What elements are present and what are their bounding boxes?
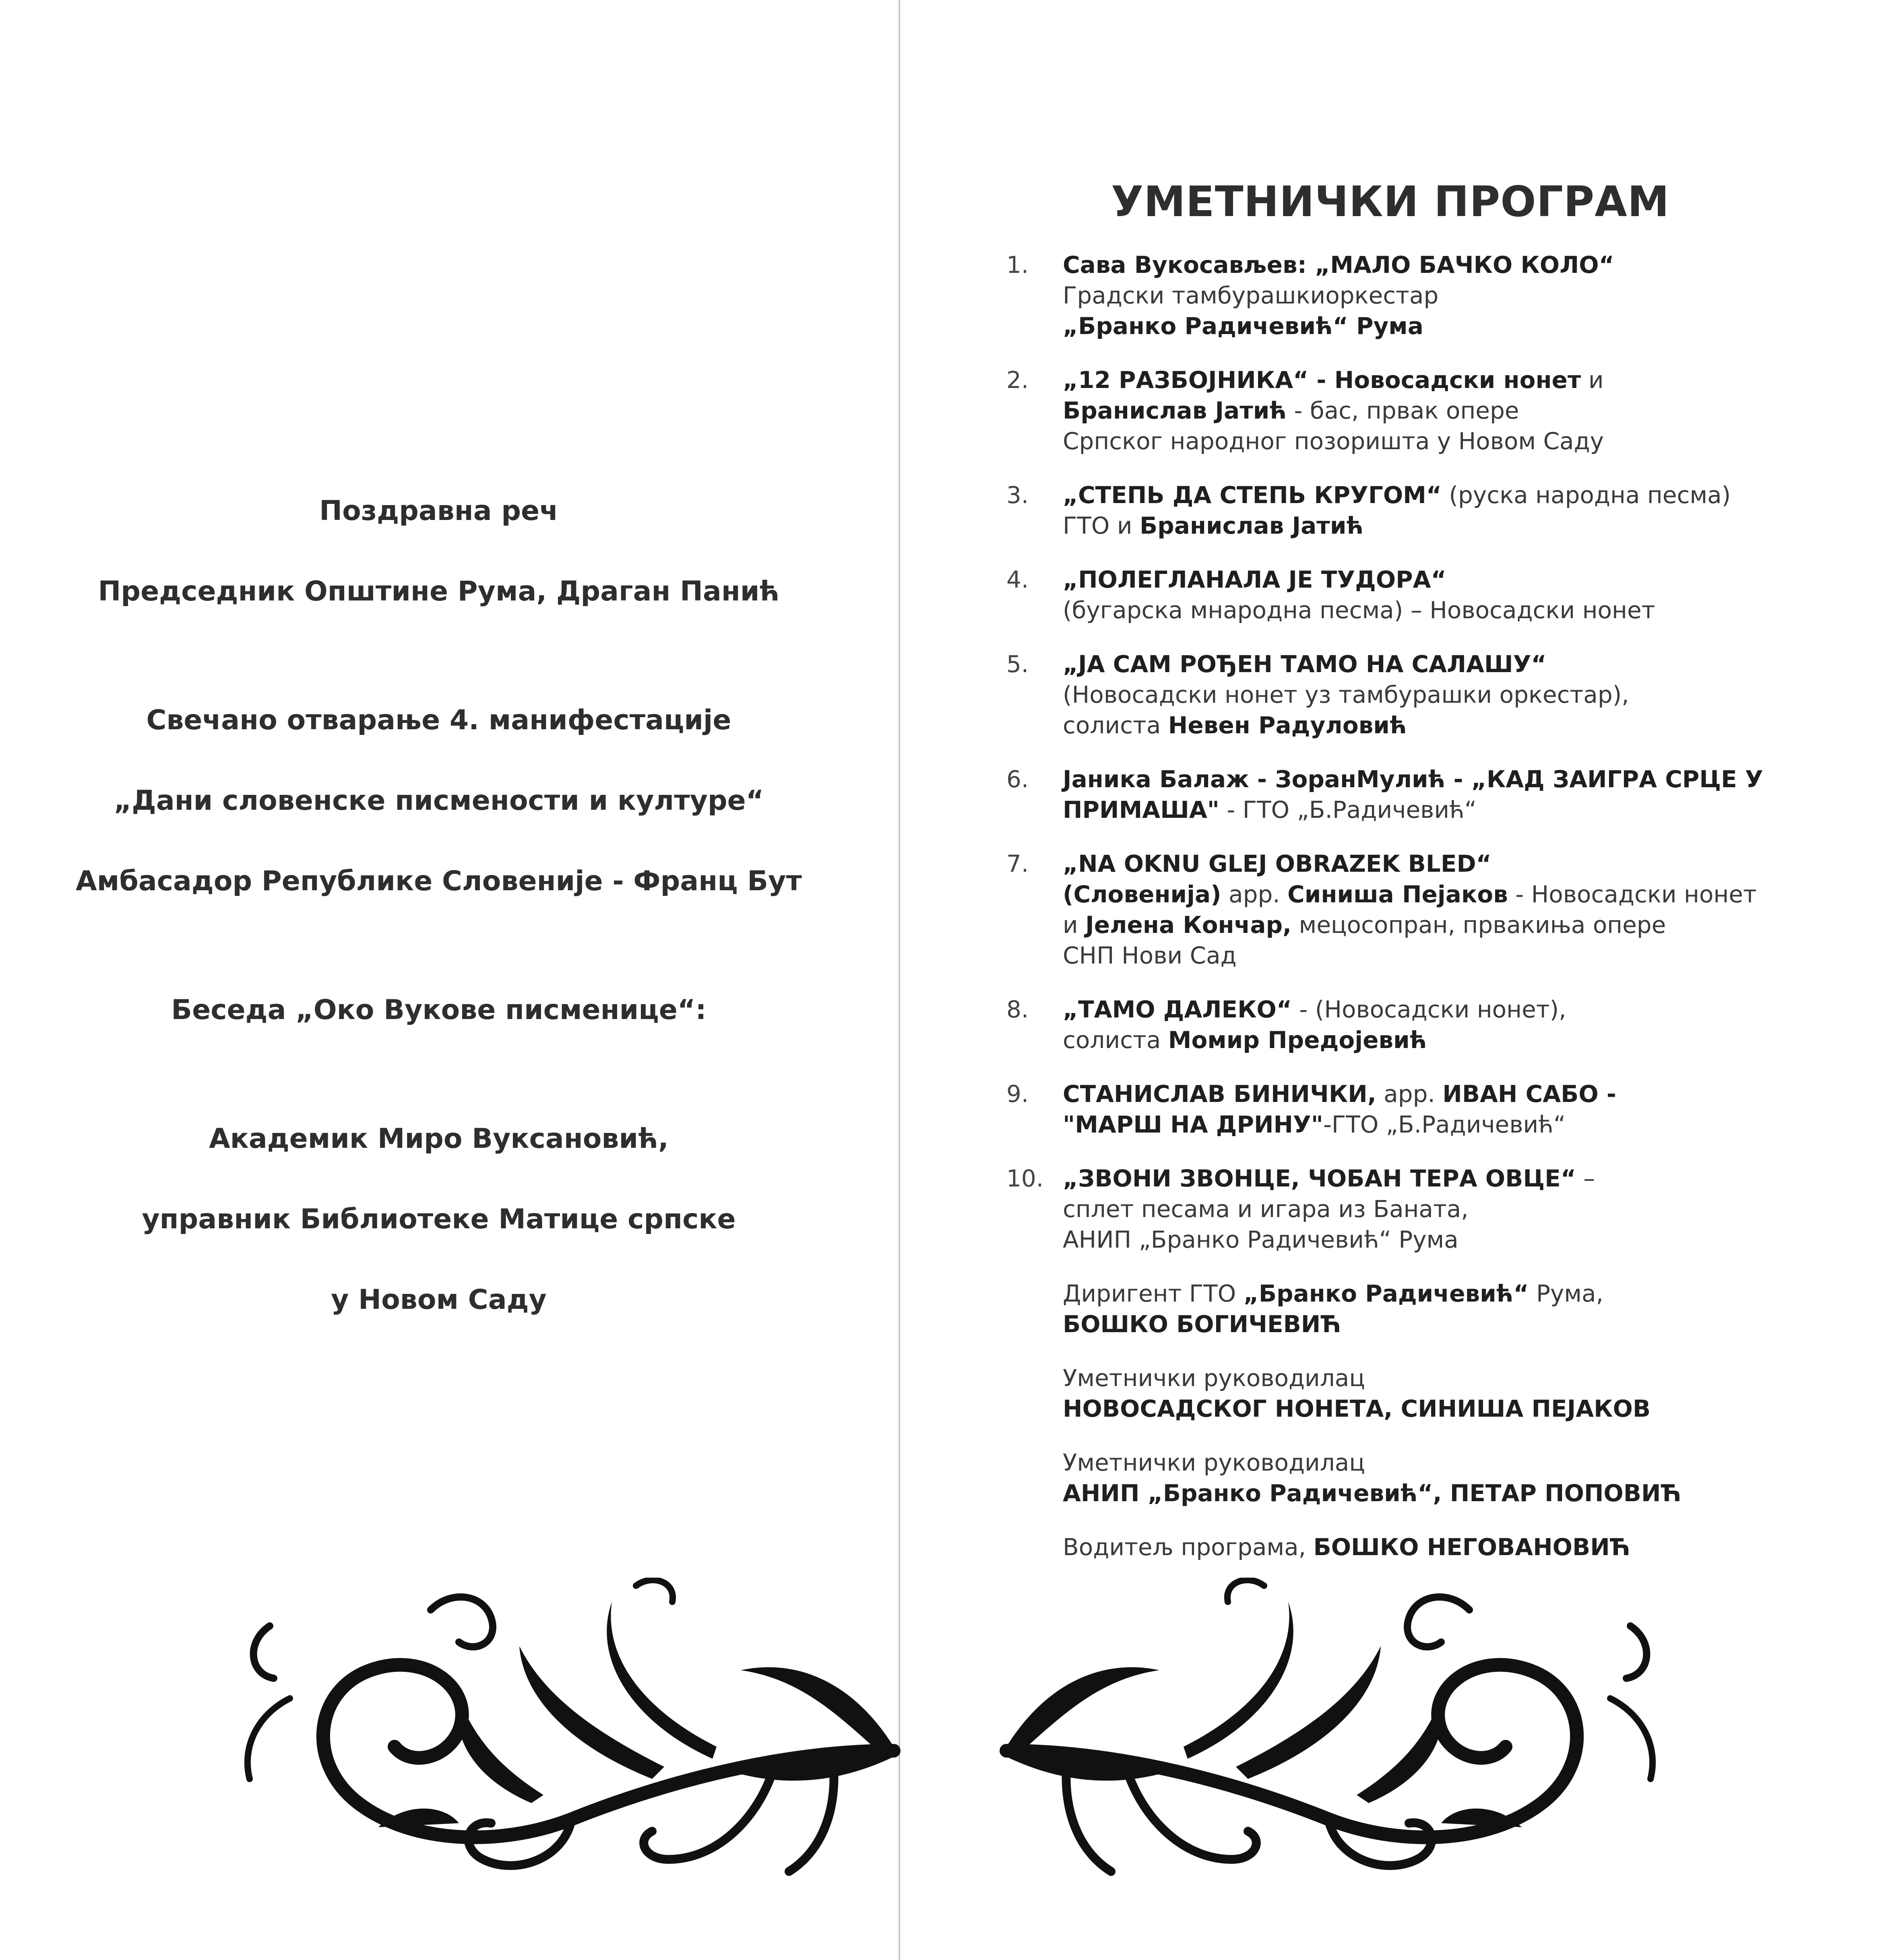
item-title: Јаника Балаж - ЗоранМулић - „КАД ЗАИГРА СРЦЕ У	[1063, 765, 1763, 793]
ornament-right	[1002, 1580, 1653, 1871]
credit-role: Диригент ГТО	[1063, 1280, 1244, 1307]
program-item	[1006, 365, 1771, 456]
item-performer: Момир Предојевић	[1168, 1026, 1427, 1054]
item-detail: сплет песама и игара из Баната,	[1063, 1195, 1469, 1223]
credit-name: БОШКО БОГИЧЕВИЋ	[1063, 1310, 1341, 1338]
item-detail: Градски тамбурашкиоркестар	[1063, 282, 1439, 309]
item-detail: -ГТО „Б.Радичевић“	[1323, 1111, 1566, 1138]
credit-role: Водитељ програма,	[1063, 1533, 1314, 1561]
item-number: 1.	[1006, 251, 1029, 279]
opening-line: Свечано отварање 4. манифестације	[146, 704, 731, 736]
item-detail: - ГТО „Б.Радичевић“	[1219, 796, 1477, 823]
item-title: „ЈА САМ РОЂЕН ТАМО НА САЛАШУ“	[1063, 650, 1547, 678]
item-detail: арр.	[1221, 881, 1288, 908]
credit-role: Уметнички руководилац	[1063, 1364, 1365, 1392]
item-number: 4.	[1006, 566, 1029, 593]
item-detail: и	[1063, 911, 1086, 939]
credit-name: АНИП „Бранко Радичевић“, ПЕТАР ПОПОВИЋ	[1063, 1479, 1682, 1507]
left-page-text	[56, 491, 821, 1320]
item-performer: Бранислав Јатић	[1140, 512, 1364, 539]
item-detail: и	[1581, 366, 1604, 394]
item-detail: (Новосадски нонет уз тамбурашки оркестар),	[1063, 681, 1629, 708]
director-line: управник Библиотеке Матице српске	[142, 1203, 736, 1235]
item-number: 2.	[1006, 366, 1029, 394]
item-detail: АНИП „Бранко Радичевић“ Рума	[1063, 1226, 1458, 1253]
item-detail: солиста	[1063, 1026, 1168, 1054]
greeting-heading: Поздравна реч	[319, 495, 558, 527]
speech-title: Беседа „Око Вукове писменице“:	[171, 994, 706, 1026]
ornament-left	[248, 1580, 898, 1871]
academic-line: Академик Миро Вуксановић,	[209, 1123, 669, 1155]
program-item	[1006, 994, 1771, 1055]
program-item	[1006, 564, 1771, 625]
host-credit	[1006, 1532, 1771, 1562]
program-item	[1006, 848, 1771, 971]
ambassador-line: Амбасадор Републике Словеније - Франц Бут	[76, 865, 802, 897]
item-performer: ИВАН САБО -	[1442, 1080, 1616, 1108]
item-number: 10.	[1006, 1165, 1044, 1192]
floral-ornament	[169, 1578, 1731, 1884]
item-performer: „Бранко Радичевић“ Рума	[1063, 312, 1423, 340]
item-detail: арр.	[1376, 1080, 1443, 1108]
item-detail: (бугарска мнародна песма) – Новосадски нонет	[1063, 596, 1655, 624]
program-item	[1006, 250, 1771, 341]
program-item	[1006, 1163, 1771, 1255]
item-performer: Невен Радуловић	[1168, 712, 1407, 739]
program-item	[1006, 649, 1771, 741]
item-detail: СНП Нови Сад	[1063, 942, 1237, 969]
item-title: „12 РАЗБОЈНИКА“ - Новосадски нонет	[1063, 366, 1581, 394]
item-title: „ТАМО ДАЛЕКО“	[1063, 996, 1292, 1023]
nonet-director-credit	[1006, 1363, 1771, 1424]
item-detail: мецосопран, првакиња опере	[1291, 911, 1666, 939]
item-title: ПРИМАША"	[1063, 796, 1219, 823]
program-title: УМЕТНИЧКИ ПРОГРАМ	[1111, 177, 1670, 226]
item-number: 6.	[1006, 765, 1029, 793]
item-detail: Српског народног позоришта у Новом Саду	[1063, 427, 1604, 455]
credit-city: Рума,	[1529, 1280, 1604, 1307]
item-title: „ЗВОНИ ЗВОНЦЕ, ЧОБАН ТЕРА ОВЦЕ“	[1063, 1165, 1576, 1192]
festival-name: „Дани словенске писмености и културе“	[114, 785, 764, 817]
item-performer: Јелена Кончар,	[1085, 911, 1292, 939]
city-line: у Новом Саду	[331, 1284, 547, 1316]
credit-role: Уметнички руководилац	[1063, 1449, 1365, 1476]
item-title: "МАРШ НА ДРИНУ"	[1063, 1111, 1323, 1138]
item-number: 8.	[1006, 996, 1029, 1023]
program-item	[1006, 1079, 1771, 1140]
item-performer: Синиша Пејаков	[1287, 881, 1508, 908]
item-number: 9.	[1006, 1080, 1029, 1108]
program-item	[1006, 764, 1771, 825]
item-title: „СТЕПЬ ДА СТЕПЬ КРУГОМ“	[1063, 481, 1442, 509]
item-performer: Бранислав Јатић	[1063, 397, 1287, 424]
credit-name: НОВОСАДСКОГ НОНЕТА, СИНИША ПЕЈАКОВ	[1063, 1395, 1651, 1422]
item-title: СТАНИСЛАВ БИНИЧКИ,	[1063, 1080, 1376, 1108]
item-number: 5.	[1006, 650, 1029, 678]
item-detail: - бас, првак опере	[1287, 397, 1519, 424]
president-line: Председник Општине Рума, Драган Панић	[98, 576, 780, 607]
anip-director-credit	[1006, 1447, 1771, 1508]
item-title: „ПОЛЕГЛАНАЛА ЈЕ ТУДОРА“	[1063, 566, 1446, 593]
item-detail: ГТО и	[1063, 512, 1140, 539]
program-list	[1006, 250, 1771, 1586]
program-item	[1006, 480, 1771, 541]
credit-ensemble: „Бранко Радичевић“	[1243, 1280, 1529, 1307]
item-title: Сава Вукосављев: „МАЛО БАЧКО КОЛО“	[1063, 251, 1614, 279]
credit-name: БОШКО НЕГОВАНОВИЋ	[1313, 1533, 1630, 1561]
conductor-credit	[1006, 1278, 1771, 1339]
item-detail: (руска народна песма)	[1441, 481, 1731, 509]
item-detail: - Новосадски нонет	[1508, 881, 1757, 908]
item-detail: солиста	[1063, 712, 1168, 739]
item-title: (Словенија)	[1063, 881, 1221, 908]
item-detail: - (Новосадски нонет),	[1291, 996, 1566, 1023]
item-detail: –	[1576, 1165, 1595, 1192]
item-title: „NA OKNU GLEJ OBRAZEK BLED“	[1063, 850, 1492, 877]
item-number: 7.	[1006, 850, 1029, 877]
item-number: 3.	[1006, 481, 1029, 509]
